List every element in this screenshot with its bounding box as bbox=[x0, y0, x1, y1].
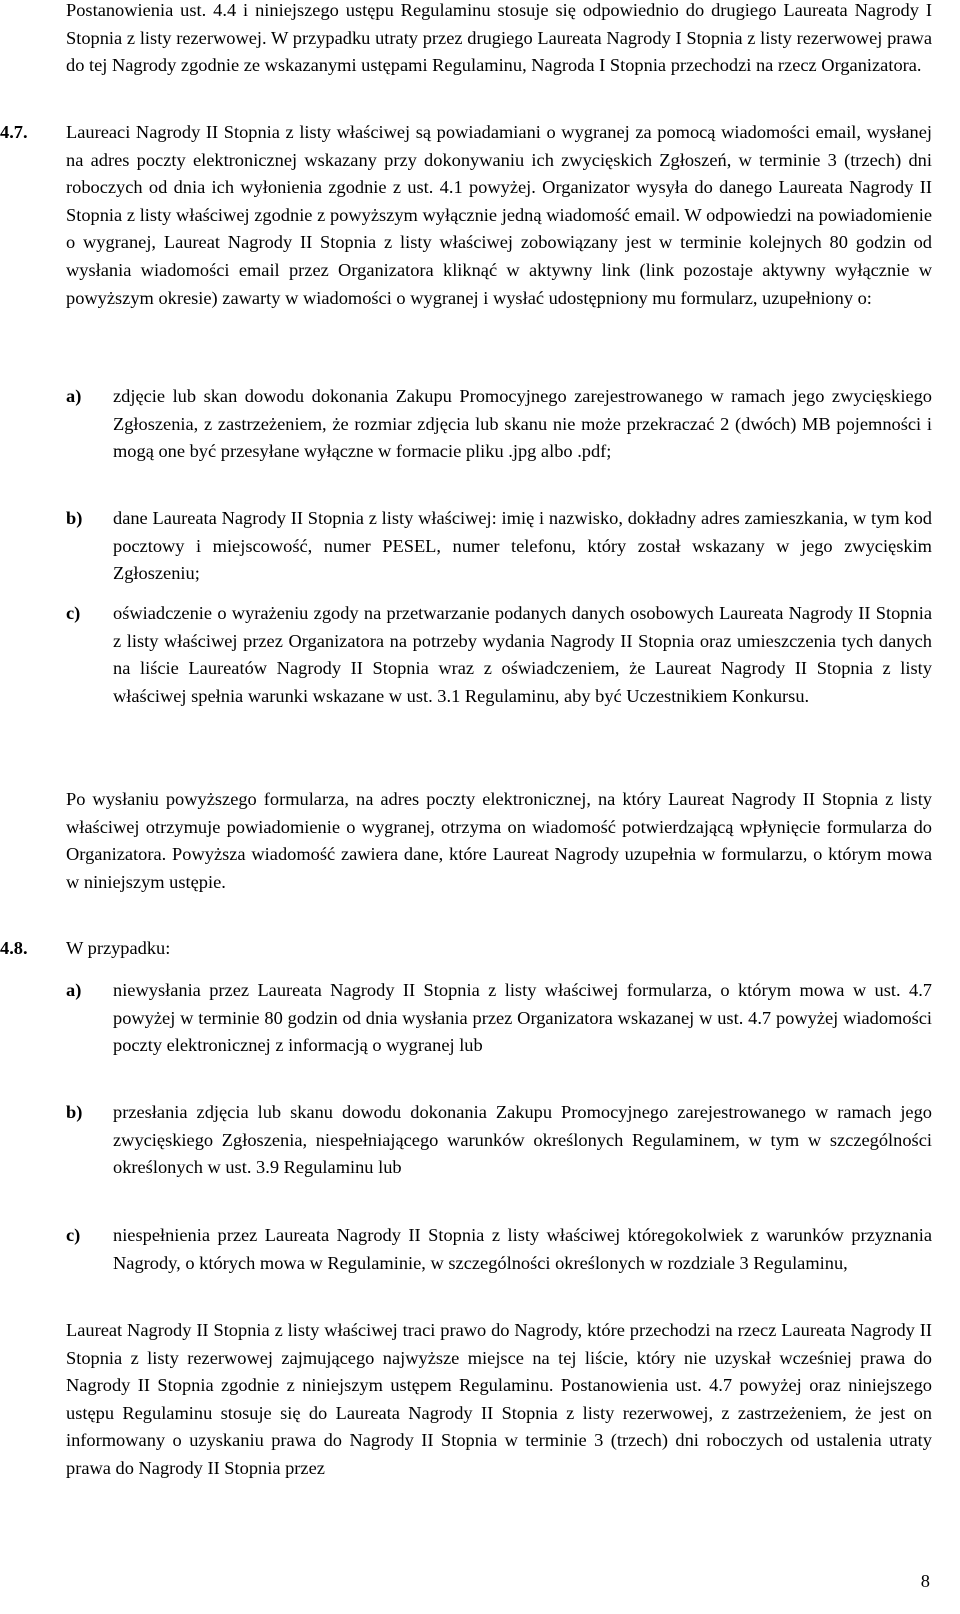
section-text: W przypadku: bbox=[66, 938, 171, 958]
item-label: c) bbox=[66, 603, 81, 623]
list-item bbox=[66, 977, 932, 1060]
item-label: b) bbox=[66, 508, 83, 528]
list-item bbox=[66, 1222, 932, 1277]
item-label: b) bbox=[66, 1102, 83, 1122]
list-item bbox=[66, 1099, 932, 1182]
list-item bbox=[66, 600, 932, 710]
item-label: a) bbox=[66, 980, 82, 1000]
item-text: dane Laureata Nagrody II Stopnia z listy właściwej: imię i nazwisko, dokładny adres zamieszkania, w tym kod pocztowy i miejscowość, numer PESEL, numer telefonu, który został wskazany w jego zwycięskim Zgłoszeniu; bbox=[113, 508, 932, 584]
item-text: niewysłania przez Laureata Nagrody II Stopnia z listy właściwej formularza, o którym mowa w ust. 4.7 powyżej w terminie 80 godzin od dnia wysłania przez Organizatora wskazanej w ust. 4.7 powyżej wiadomości poczty elektronicznej z informacją o wygranej lub bbox=[113, 980, 932, 1056]
list-item bbox=[66, 383, 932, 466]
list-item bbox=[66, 505, 932, 588]
section-closing-paragraph: Po wysłaniu powyższego formularza, na adres poczty elektronicznej, na który Laureat Nagrody II Stopnia z listy właściwej otrzymuje powiadomienie o wygranej, otrzyma on wiadomość potwierdzającą wpłynięcie formularza do Organizatora. Powyższa wiadomość zawiera dane, które Laureat Nagrody uzupełnia w formularzu, o którym mowa w niniejszym ustępie. bbox=[66, 789, 932, 892]
page-number: 8 bbox=[920, 1571, 930, 1592]
item-text: zdjęcie lub skan dowodu dokonania Zakupu Promocyjnego zarejestrowanego w ramach jego zwycięskiego Zgłoszenia, z zastrzeżeniem, że rozmiar zdjęcia lub skanu nie może przekraczać 2 (dwóch) MB pojemności i mogą one być przesyłane wyłączne w formacie pliku .jpg albo .pdf; bbox=[113, 386, 932, 462]
section-4-7 bbox=[0, 119, 932, 312]
section-closing-paragraph: Laureat Nagrody II Stopnia z listy właściwej traci prawo do Nagrody, które przechodzi na rzecz Laureata Nagrody II Stopnia z listy rezerwowej zajmującego najwyższe miejsce na tej liście, który nie uzyskał wcześniej prawa do Nagrody II Stopnia zgodnie z niniejszym ustępem Regulaminu. Postanowienia ust. 4.7 powyżej oraz niniejszego ustępu Regulaminu stosuje się do Laureata Nagrody II Stopnia z listy rezerwowej, z zastrzeżeniem, że jest on informowany o uzyskaniu prawa do Nagrody II Stopnia w terminie 3 (trzech) dni roboczych od ustalenia utraty prawa do Nagrody II Stopnia przez bbox=[66, 1320, 932, 1478]
section-number: 4.7. bbox=[0, 122, 28, 142]
item-text: niespełnienia przez Laureata Nagrody II Stopnia z listy właściwej któregokolwiek z warunków przyznania Nagrody, o których mowa w Regulaminie, w szczególności określonych w rozdziale 3 Regulaminu, bbox=[113, 1225, 932, 1273]
intro-paragraph: Postanowienia ust. 4.4 i niniejszego ustępu Regulaminu stosuje się odpowiednio do drugiego Laureata Nagrody I Stopnia z listy rezerwowej. W przypadku utraty przez drugiego Laureata Nagrody I Stopnia z listy rezerwowej prawa do tej Nagrody zgodnie ze wskazanymi ustępami Regulaminu, Nagroda I Stopnia przechodzi na rzecz Organizatora. bbox=[66, 0, 932, 76]
section-4-8 bbox=[0, 935, 932, 963]
section-text: Laureaci Nagrody II Stopnia z listy właściwej są powiadamiani o wygranej za pomocą wiadomości email, wysłanej na adres poczty elektronicznej wskazany przy dokonywaniu ich zwycięskich Zgłoszeń, w terminie 3 (trzech) dni roboczych od dnia ich wyłonienia zgodnie z ust. 4.1 powyżej. Organizator wysyła do danego Laureata Nagrody II Stopnia z listy właściwej zgodnie z powyższym wyłącznie jedną wiadomość email. W odpowiedzi na powiadomienie o wygranej, Laureat Nagrody II Stopnia z listy właściwej zobowiązany jest w terminie kolejnych 80 godzin od wysłania wiadomości email przez Organizatora kliknąć w aktywny link (link pozostaje aktywny wyłącznie w powyższym okresie) zawarty w wiadomości o wygranej i wysłać udostępniony mu formularz, uzupełniony o: bbox=[66, 122, 932, 308]
item-label: c) bbox=[66, 1225, 81, 1245]
item-label: a) bbox=[66, 386, 82, 406]
item-text: oświadczenie o wyrażeniu zgody na przetwarzanie podanych danych osobowych Laureata Nagrody II Stopnia z listy właściwej przez Organizatora na potrzeby wydania Nagrody II Stopnia oraz umieszczenia tych danych na liście Laureatów Nagrody II Stopnia wraz z oświadczeniem, że Laureat Nagrody II Stopnia z listy właściwej spełnia warunki wskazane w ust. 3.1 Regulaminu, aby być Uczestnikiem Konkursu. bbox=[113, 603, 932, 706]
item-text: przesłania zdjęcia lub skanu dowodu dokonania Zakupu Promocyjnego zarejestrowanego w ramach jego zwycięskiego Zgłoszenia, niespełniającego warunków określonych Regulaminem, w tym w szczególności określonych w ust. 3.9 Regulaminu lub bbox=[113, 1102, 932, 1178]
section-number: 4.8. bbox=[0, 938, 28, 958]
